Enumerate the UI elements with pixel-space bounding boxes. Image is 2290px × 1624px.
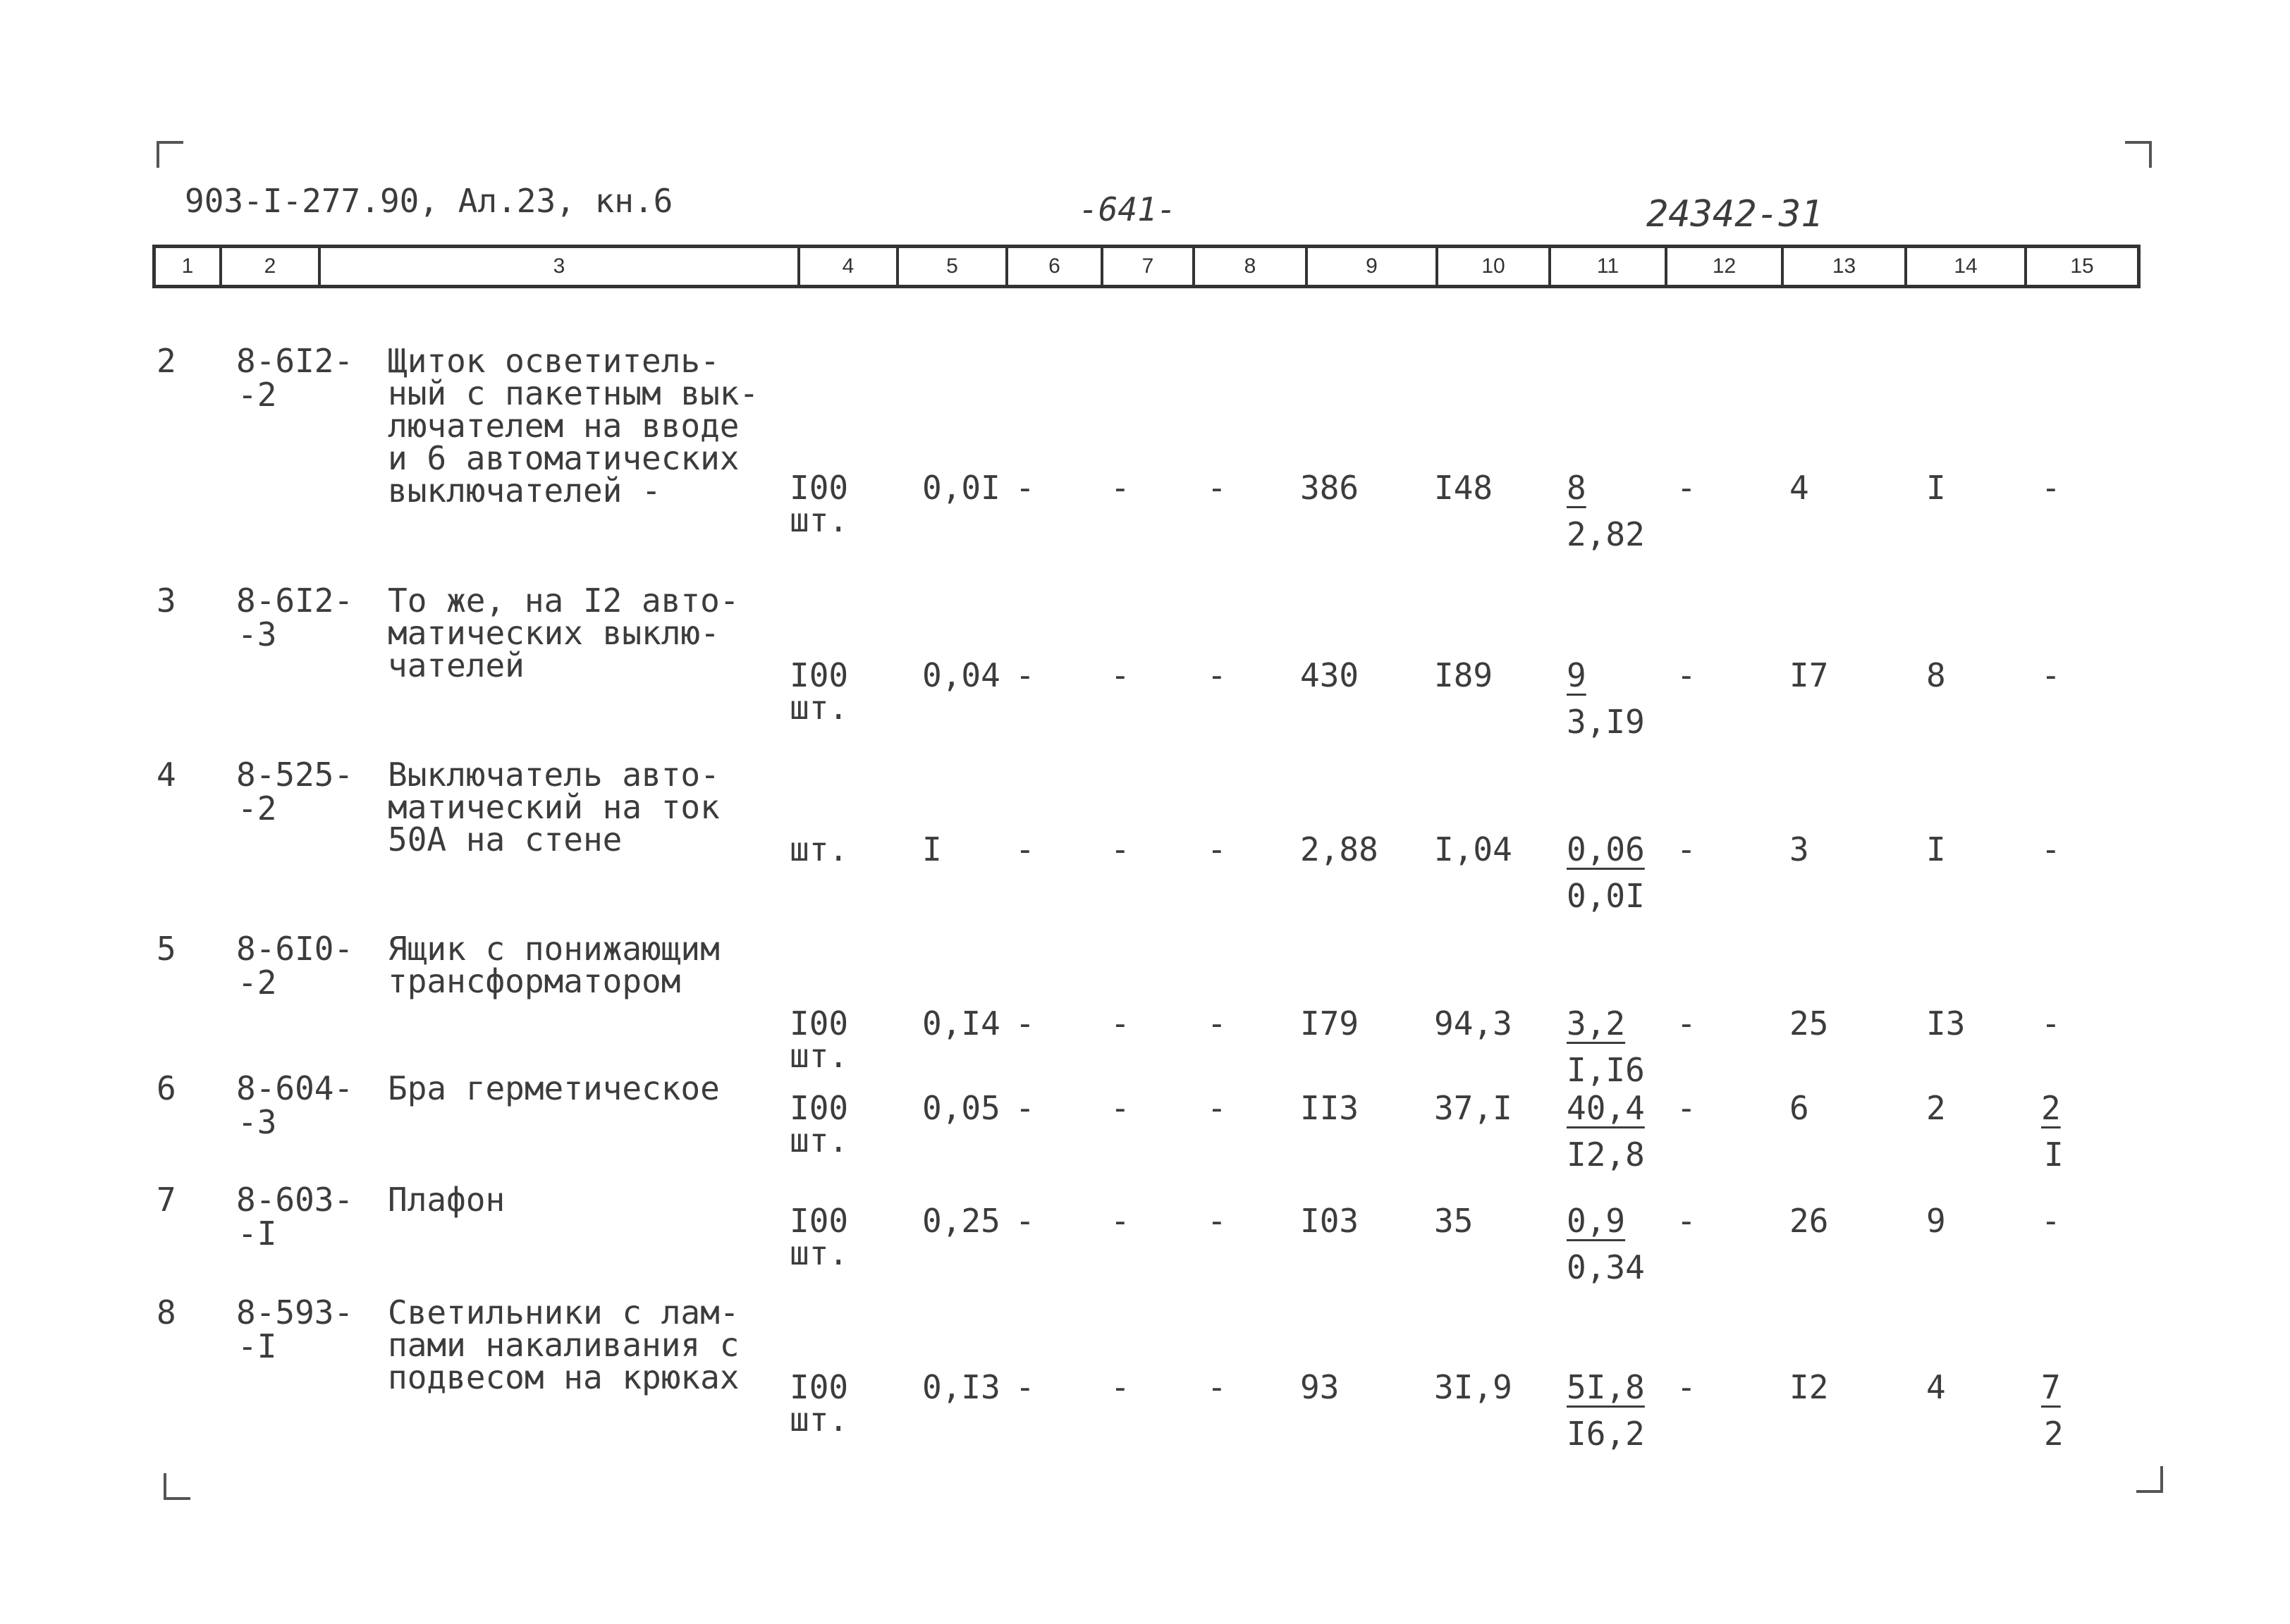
work-description-line: Ящик с понижающим [388, 930, 720, 968]
unit-quantity: I00 [790, 1089, 849, 1127]
col11-numerator: 8 [1567, 469, 1586, 507]
unit-quantity: I00 [790, 469, 849, 507]
document-code: 903-I-277.90, Ал.23, кн.6 [185, 182, 673, 220]
column-header-3: 3 [318, 248, 797, 285]
work-description-line: подвесом на крюках [388, 1358, 740, 1396]
col14-value: 9 [1926, 1202, 1946, 1240]
rate-code: 8-603- [236, 1181, 354, 1219]
col13-value: 3 [1789, 830, 1809, 868]
col7-value: - [1110, 830, 1130, 868]
col6-value: - [1015, 830, 1035, 868]
col9-value: 386 [1300, 469, 1359, 507]
work-description-line: матический на ток [388, 788, 720, 826]
work-description-line: лючателем на вводе [388, 407, 740, 445]
column-header-10: 10 [1435, 248, 1548, 285]
corner-mark-bottom-right [2136, 1466, 2163, 1493]
quantity-value: 0,I3 [922, 1368, 1000, 1406]
quantity-value: 0,0I [922, 469, 1000, 507]
col11-numerator: 0,9 [1567, 1202, 1626, 1240]
col12-value: - [1677, 1368, 1696, 1406]
col11-numerator: 5I,8 [1567, 1368, 1645, 1406]
col9-value: I03 [1300, 1202, 1359, 1240]
work-description-line: выключателей - [388, 472, 661, 510]
column-header-15: 15 [2024, 248, 2137, 285]
quantity-value: 0,I4 [922, 1004, 1000, 1042]
col10-value: I48 [1434, 469, 1493, 507]
work-description-line: матических выклю- [388, 614, 720, 652]
col8-value: - [1207, 1004, 1227, 1042]
unit-label: шт. [790, 1234, 849, 1272]
unit-quantity: I00 [790, 656, 849, 694]
rate-code: 8-6I0- [236, 930, 354, 968]
col8-value: - [1207, 1202, 1227, 1240]
column-header-2: 2 [219, 248, 318, 285]
rate-code: 8-525- [236, 756, 354, 794]
quantity-value: I [922, 830, 942, 868]
quantity-value: 0,05 [922, 1089, 1000, 1127]
rate-code-suffix: -2 [238, 789, 277, 828]
corner-mark-bottom-left [164, 1473, 190, 1500]
col15-value: - [2041, 830, 2061, 868]
col7-value: - [1110, 1202, 1130, 1240]
col9-value: 430 [1300, 656, 1359, 694]
col11-numerator: 0,06 [1567, 830, 1645, 868]
col13-value: 25 [1789, 1004, 1829, 1042]
col9-value: I79 [1300, 1004, 1359, 1042]
col13-value: I7 [1789, 656, 1829, 694]
unit-quantity: шт. [790, 830, 849, 868]
col12-value: - [1677, 1202, 1696, 1240]
unit-label: шт. [790, 689, 849, 727]
column-header-8: 8 [1192, 248, 1305, 285]
col9-value: 93 [1300, 1368, 1340, 1406]
col15-value: 2 [2041, 1089, 2061, 1127]
unit-label: шт. [790, 1121, 849, 1159]
work-description-line: Светильники с лам- [388, 1293, 740, 1331]
col12-value: - [1677, 830, 1696, 868]
col12-value: - [1677, 469, 1696, 507]
col15-value: 7 [2041, 1368, 2061, 1406]
col9-value: II3 [1300, 1089, 1359, 1127]
col14-value: I [1926, 469, 1946, 507]
col12-value: - [1677, 656, 1696, 694]
corner-mark-top-right [2125, 141, 2152, 168]
column-header-11: 11 [1548, 248, 1665, 285]
sheet-code: 24342-31 [1646, 193, 1823, 235]
col6-value: - [1015, 1202, 1035, 1240]
row-number: 3 [157, 582, 176, 620]
col15-value: - [2041, 1202, 2061, 1240]
rate-code-suffix: -I [238, 1327, 277, 1365]
col11-denominator: 0,0I [1567, 877, 1645, 915]
col11-denominator: I,I6 [1567, 1051, 1645, 1089]
work-description-line: ный с пакетным вык- [388, 374, 759, 412]
col10-value: 94,3 [1434, 1004, 1512, 1042]
col12-value: - [1677, 1089, 1696, 1127]
col6-value: - [1015, 656, 1035, 694]
col8-value: - [1207, 830, 1227, 868]
col15-denominator: I [2044, 1136, 2064, 1174]
unit-label: шт. [790, 1037, 849, 1075]
row-number: 4 [157, 756, 176, 794]
col14-value: 2 [1926, 1089, 1946, 1127]
unit-quantity: I00 [790, 1368, 849, 1406]
column-header-6: 6 [1005, 248, 1101, 285]
col8-value: - [1207, 1089, 1227, 1127]
column-header-12: 12 [1665, 248, 1781, 285]
col11-denominator: 2,82 [1567, 515, 1645, 553]
col13-value: 6 [1789, 1089, 1809, 1127]
row-number: 5 [157, 930, 176, 968]
col11-denominator: I2,8 [1567, 1136, 1645, 1174]
col14-value: 4 [1926, 1368, 1946, 1406]
row-number: 7 [157, 1181, 176, 1219]
rate-code-suffix: -I [238, 1214, 277, 1253]
rate-code-suffix: -3 [238, 615, 277, 653]
col15-value: - [2041, 656, 2061, 694]
unit-label: шт. [790, 501, 849, 539]
column-header-5: 5 [896, 248, 1005, 285]
col14-value: I3 [1926, 1004, 1966, 1042]
col8-value: - [1207, 469, 1227, 507]
row-number: 8 [157, 1293, 176, 1331]
col14-value: 8 [1926, 656, 1946, 694]
work-description-line: То же, на I2 авто- [388, 582, 740, 620]
col7-value: - [1110, 469, 1130, 507]
col11-numerator: 3,2 [1567, 1004, 1626, 1042]
row-number: 6 [157, 1069, 176, 1107]
unit-quantity: I00 [790, 1004, 849, 1042]
column-header-7: 7 [1101, 248, 1192, 285]
work-description-line: и 6 автоматических [388, 439, 740, 477]
corner-mark-top-left [157, 141, 183, 168]
work-description-line: Плафон [388, 1181, 506, 1219]
col10-value: 3I,9 [1434, 1368, 1512, 1406]
col8-value: - [1207, 656, 1227, 694]
col7-value: - [1110, 1004, 1130, 1042]
row-number: 2 [157, 342, 176, 380]
col15-value: - [2041, 469, 2061, 507]
col15-value: - [2041, 1004, 2061, 1042]
col10-value: I,04 [1434, 830, 1512, 868]
col9-value: 2,88 [1300, 830, 1378, 868]
rate-code: 8-604- [236, 1069, 354, 1107]
column-header-1: 1 [181, 254, 194, 278]
col11-denominator: 3,I9 [1567, 703, 1645, 741]
column-header-9: 9 [1305, 248, 1435, 285]
work-description-line: чателей [388, 646, 525, 684]
col11-numerator: 40,4 [1567, 1089, 1645, 1127]
rate-code-suffix: -3 [238, 1103, 277, 1141]
column-header-14: 14 [1904, 248, 2024, 285]
rate-code: 8-6I2- [236, 582, 354, 620]
work-description-line: 50А на стене [388, 820, 623, 859]
work-description-line: Бра герметическое [388, 1069, 720, 1107]
col7-value: - [1110, 1089, 1130, 1127]
unit-quantity: I00 [790, 1202, 849, 1240]
work-description-line: трансформатором [388, 962, 681, 1000]
col15-denominator: 2 [2044, 1415, 2064, 1453]
col13-value: 4 [1789, 469, 1809, 507]
page-number: -641- [1079, 190, 1177, 228]
col10-value: I89 [1434, 656, 1493, 694]
rate-code: 8-6I2- [236, 342, 354, 380]
quantity-value: 0,25 [922, 1202, 1000, 1240]
col8-value: - [1207, 1368, 1227, 1406]
col13-value: 26 [1789, 1202, 1829, 1240]
col7-value: - [1110, 656, 1130, 694]
column-header-4: 4 [797, 248, 896, 285]
column-header-13: 13 [1781, 248, 1904, 285]
rate-code-suffix: -2 [238, 376, 277, 414]
work-description-line: пами накаливания с [388, 1326, 740, 1364]
col6-value: - [1015, 469, 1035, 507]
col11-denominator: 0,34 [1567, 1248, 1645, 1286]
col10-value: 37,I [1434, 1089, 1512, 1127]
col6-value: - [1015, 1368, 1035, 1406]
quantity-value: 0,04 [922, 656, 1000, 694]
rate-code: 8-593- [236, 1293, 354, 1331]
col11-denominator: I6,2 [1567, 1415, 1645, 1453]
col6-value: - [1015, 1089, 1035, 1127]
col10-value: 35 [1434, 1202, 1474, 1240]
column-header-row [152, 245, 2141, 288]
work-description-line: Выключатель авто- [388, 756, 720, 794]
col6-value: - [1015, 1004, 1035, 1042]
col14-value: I [1926, 830, 1946, 868]
unit-label: шт. [790, 1401, 849, 1439]
rate-code-suffix: -2 [238, 964, 277, 1002]
col11-numerator: 9 [1567, 656, 1586, 694]
col7-value: - [1110, 1368, 1130, 1406]
col13-value: I2 [1789, 1368, 1829, 1406]
work-description-line: Щиток осветитель- [388, 342, 720, 380]
col12-value: - [1677, 1004, 1696, 1042]
